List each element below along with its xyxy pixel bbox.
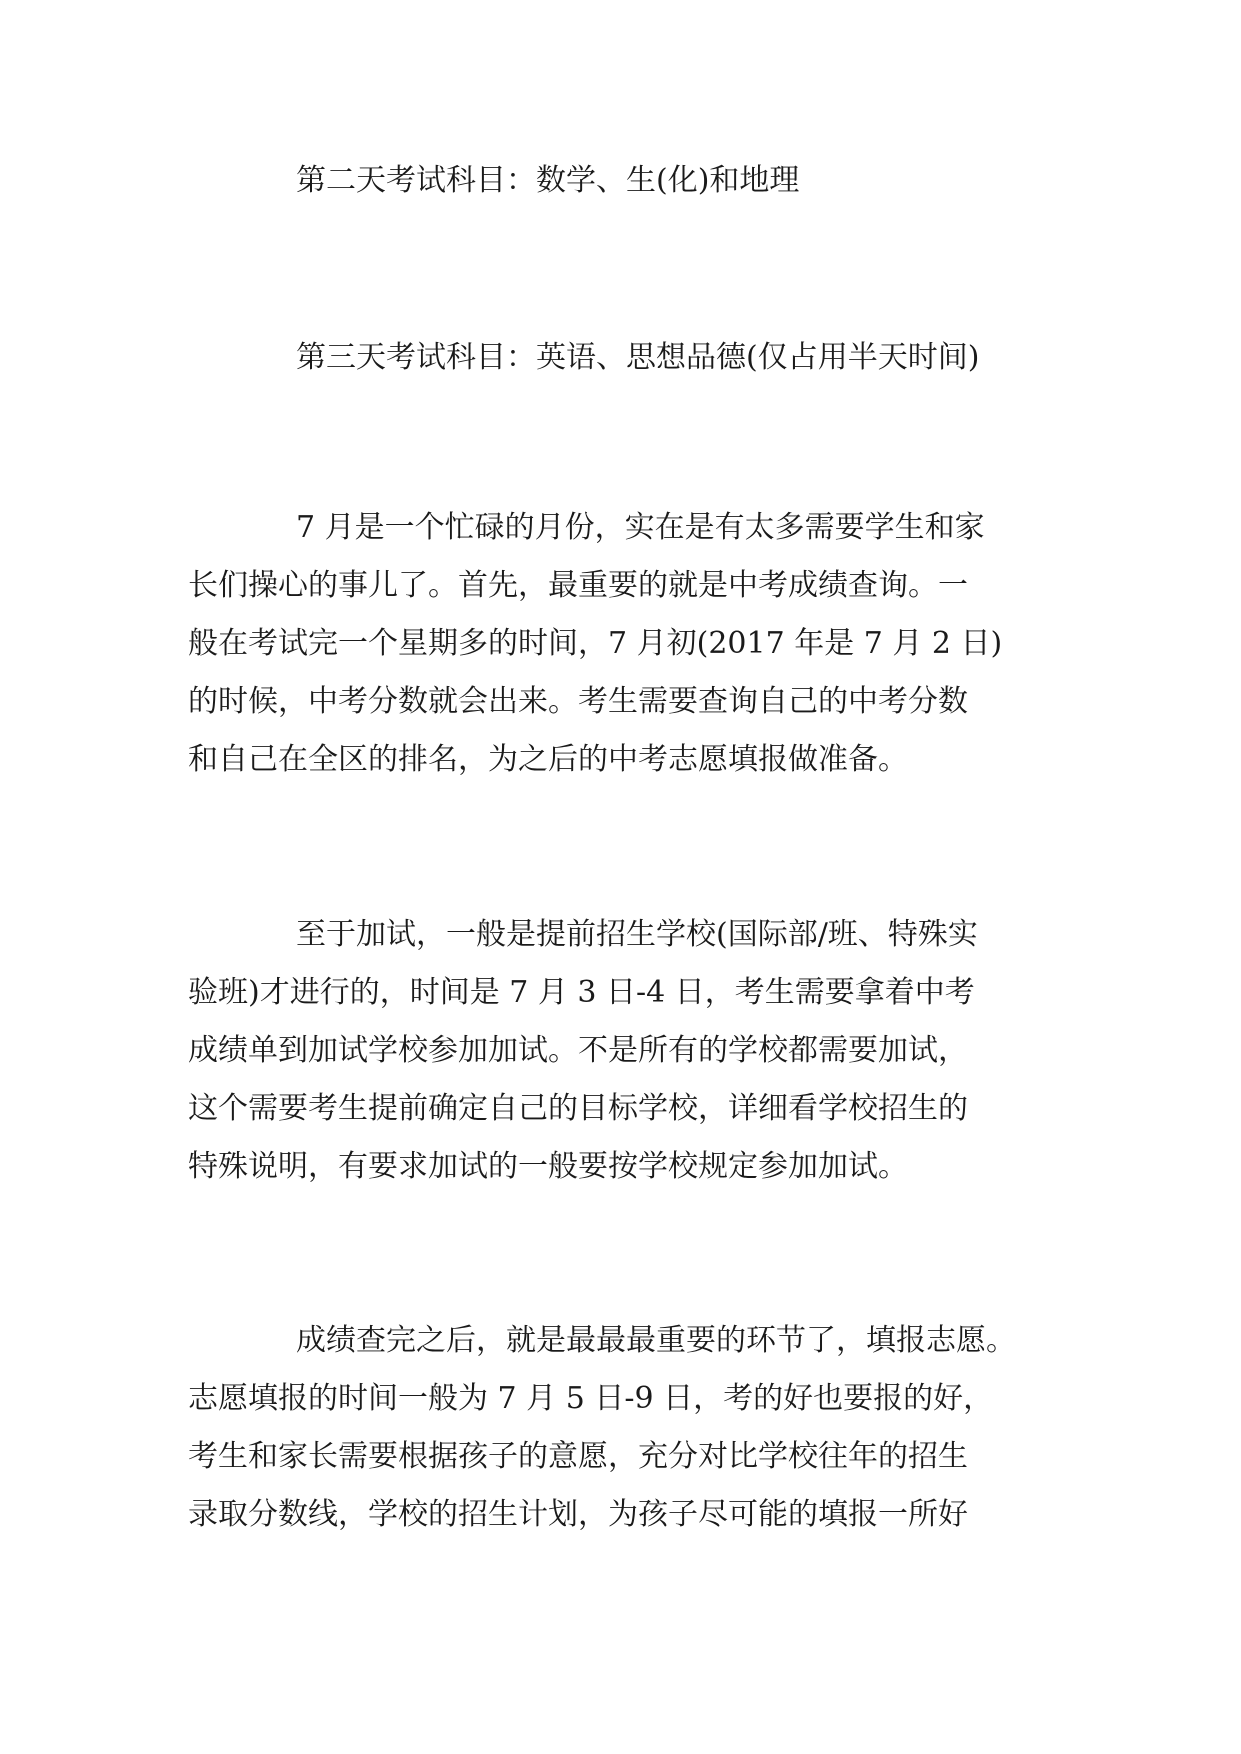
paragraph-line: 验班)才进行的，时间是 7 月 3 日-4 日，考生需要拿着中考 (188, 975, 975, 1010)
paragraph-line: 成绩单到加试学校参加加试。不是所有的学校都需要加试， (188, 1033, 968, 1068)
paragraph-line: 7 月是一个忙碌的月份，实在是有太多需要学生和家 (296, 510, 985, 545)
paragraph-line: 成绩查完之后，就是最最最重要的环节了，填报志愿。 (296, 1323, 1016, 1358)
paragraph-line: 志愿填报的时间一般为 7 月 5 日-9 日，考的好也要报的好， (188, 1381, 994, 1416)
paragraph-line: 特殊说明，有要求加试的一般要按学校规定参加加试。 (188, 1149, 908, 1184)
paragraph-line: 考生和家长需要根据孩子的意愿，充分对比学校往年的招生 (188, 1439, 968, 1474)
paragraph-line: 般在考试完一个星期多的时间，7 月初(2017 年是 7 月 2 日) (188, 626, 1003, 661)
heading-day2: 第二天考试科目：数学、生(化)和地理 (296, 163, 800, 198)
paragraph-line: 的时候，中考分数就会出来。考生需要查询自己的中考分数 (188, 684, 968, 719)
heading-day3: 第三天考试科目：英语、思想品德(仅占用半天时间) (296, 340, 980, 375)
paragraph-line: 至于加试，一般是提前招生学校(国际部/班、特殊实 (296, 917, 978, 952)
paragraph-line: 长们操心的事儿了。首先，最重要的就是中考成绩查询。一 (188, 568, 968, 603)
paragraph-line: 录取分数线，学校的招生计划，为孩子尽可能的填报一所好 (188, 1497, 968, 1532)
paragraph-line: 这个需要考生提前确定自己的目标学校，详细看学校招生的 (188, 1091, 968, 1126)
paragraph-line: 和自己在全区的排名，为之后的中考志愿填报做准备。 (188, 742, 908, 777)
